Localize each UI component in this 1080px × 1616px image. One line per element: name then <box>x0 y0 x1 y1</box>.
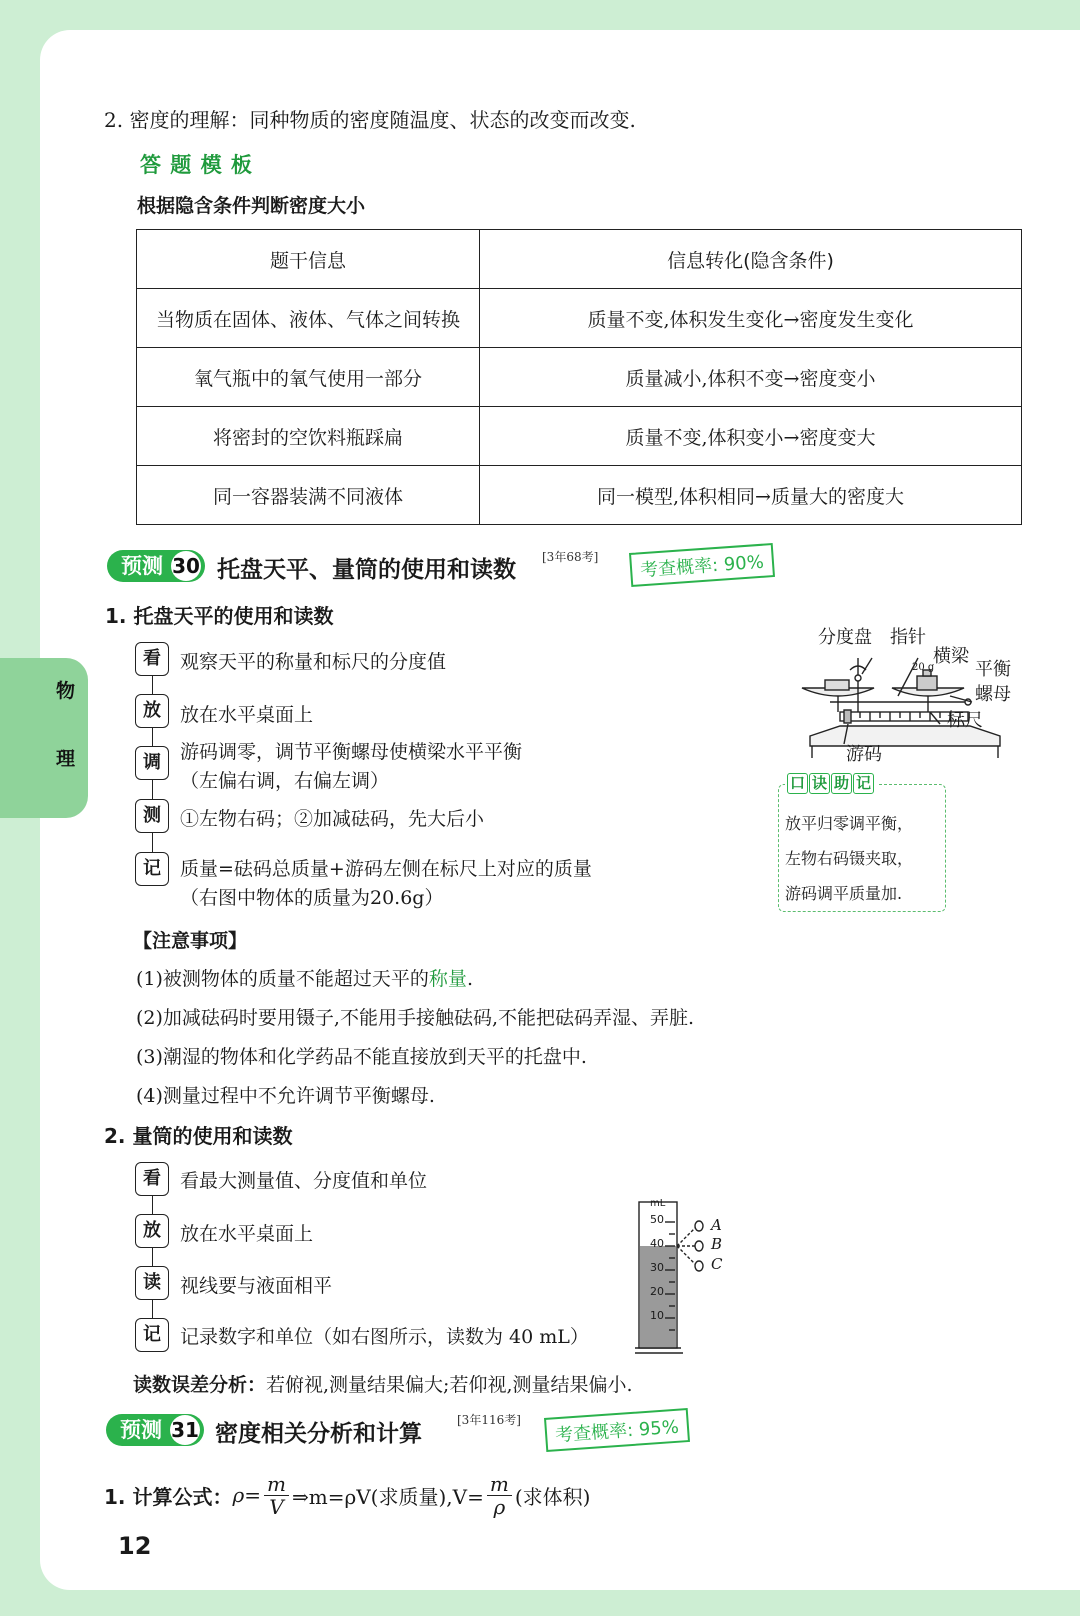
mnemonic-title <box>785 773 877 794</box>
formula-rho: ρ <box>232 1483 245 1507</box>
section-31-exam-count: [3年116考] <box>457 1413 521 1427</box>
label-pointer: 指针 <box>890 627 926 648</box>
formula-numerator: m <box>487 1473 512 1496</box>
label-ruler: 标尺 <box>947 710 983 731</box>
cyl-step-read-text: 视线要与液面相平 <box>180 1275 333 1297</box>
table-header-cell: 信息转化(隐含条件) <box>480 230 1022 289</box>
formula-fraction <box>264 1473 289 1518</box>
note-1-text: (1)被测物体的质量不能超过天平的 <box>136 968 429 990</box>
label-beam: 横梁 <box>933 646 969 667</box>
section-31-title: 密度相关分析和计算 <box>215 1421 422 1447</box>
section-30-exam-count: [3年68考] <box>542 550 599 564</box>
step-record-box: 记 <box>135 852 169 886</box>
cylinder-tick-label: 20 <box>650 1285 664 1298</box>
step-record-note: （右图中物体的质量为20.6g） <box>180 887 444 909</box>
table-header-row <box>137 230 1022 289</box>
table-cell: 质量不变,体积变小→密度变大 <box>480 407 1022 466</box>
note-1 <box>136 964 473 991</box>
note-4: (4)测量过程中不允许调节平衡螺母. <box>136 1085 435 1107</box>
density-info-table <box>136 229 1022 525</box>
density-formula: 1. 计算公式： ρ = $\frac{m}{V}$ ⇒m=ρV(求质量),V= $\frac{m}{\rho}$ (求体积) <box>104 1471 591 1519</box>
section-30-title: 托盘天平、量筒的使用和读数 <box>217 557 516 583</box>
formula-mid: ⇒m=ρV(求质量),V= <box>291 1484 484 1509</box>
answer-template-label: 答 题 模 板 <box>140 153 253 177</box>
table-cell: 当物质在固体、液体、气体之间转换 <box>137 289 480 348</box>
mnemonic-line: 左物右码镊夹取， <box>785 849 914 868</box>
cylinder-unit: mL <box>650 1198 666 1209</box>
table-cell: 质量减小,体积不变→密度变小 <box>480 348 1022 407</box>
cyl-step-read-box: 读 <box>135 1266 169 1300</box>
label-rider: 游码 <box>846 744 882 765</box>
cylinder-heading: 2. 量筒的使用和读数 <box>104 1124 293 1148</box>
table-cell: 氧气瓶中的氧气使用一部分 <box>137 348 480 407</box>
step-record-text: 质量=砝码总质量+游码左侧在标尺上对应的质量 <box>180 858 592 880</box>
step-look-text: 观察天平的称量和标尺的分度值 <box>180 651 447 673</box>
prediction-label: 预测 <box>120 1418 162 1442</box>
label-nut-line1: 平衡 <box>975 659 1011 680</box>
formula-numerator: m <box>264 1473 289 1496</box>
step-place-text: 放在水平桌面上 <box>180 704 314 726</box>
table-row <box>137 466 1022 525</box>
step-measure-text: ①左物右码；②加减砝码，先大后小 <box>180 808 485 830</box>
formula-denominator: ρ <box>493 1494 506 1519</box>
prediction-badge-31 <box>106 1414 204 1446</box>
table-cell: 质量不变,体积发生变化→密度发生变化 <box>480 289 1022 348</box>
formula-fraction-2 <box>487 1473 512 1518</box>
prediction-number: 30 <box>171 551 201 581</box>
reading-error-analysis <box>133 1370 633 1397</box>
notes-heading: 【注意事项】 <box>133 930 248 952</box>
cylinder-tick-label: 50 <box>650 1213 664 1226</box>
cylinder-tick-label: 10 <box>650 1309 664 1322</box>
page-number: 12 <box>118 1532 152 1560</box>
cyl-step-look-box: 看 <box>135 1162 169 1196</box>
view-label-b: B <box>711 1235 723 1253</box>
side-tab-char-1: 物 <box>56 680 76 702</box>
table-row <box>137 348 1022 407</box>
prediction-label: 预测 <box>121 554 163 578</box>
step-adjust-text: 游码调零，调节平衡螺母使横梁水平平衡 <box>180 741 523 763</box>
cylinder-tick-label: 40 <box>650 1237 664 1250</box>
mnemonic-line: 放平归零调平衡， <box>785 814 914 833</box>
label-nut-line2: 螺母 <box>975 684 1011 705</box>
error-analysis-text: 若俯视,测量结果偏大;若仰视,测量结果偏小. <box>266 1374 633 1396</box>
note-1-highlight: 称量 <box>428 968 467 990</box>
formula-denominator: V <box>269 1494 284 1519</box>
formula-tail: (求体积) <box>514 1484 591 1509</box>
mnemonic-box <box>778 774 946 912</box>
balance-heading: 1. 托盘天平的使用和读数 <box>105 604 334 628</box>
table-row <box>137 407 1022 466</box>
side-tab-char-2: 理 <box>56 748 76 770</box>
table-row <box>137 289 1022 348</box>
section-31-probability-stamp: 考查概率: 95% <box>544 1408 690 1452</box>
mnemonic-char: 助 <box>831 773 852 794</box>
error-analysis-label: 读数误差分析： <box>133 1374 267 1396</box>
note-3: (3)潮湿的物体和化学药品不能直接放到天平的托盘中. <box>136 1046 587 1068</box>
label-scale-disk: 分度盘 <box>818 627 872 648</box>
prediction-badge-30 <box>107 550 205 582</box>
step-place-box: 放 <box>135 694 169 728</box>
table-cell: 将密封的空饮料瓶踩扁 <box>137 407 480 466</box>
formula-prefix: 1. 计算公式： <box>104 1484 233 1509</box>
label-weight: 20 g <box>912 662 935 673</box>
cyl-step-place-text: 放在水平桌面上 <box>180 1223 314 1245</box>
prediction-number: 31 <box>170 1415 200 1445</box>
step-adjust-box: 调 <box>135 746 169 780</box>
table-header-cell: 题干信息 <box>137 230 480 289</box>
mnemonic-char: 记 <box>853 773 874 794</box>
subject-side-tab[interactable] <box>0 658 88 818</box>
section-30-probability-stamp: 考查概率: 90% <box>629 543 775 587</box>
cylinder-tick-label: 30 <box>650 1261 664 1274</box>
cyl-step-record-text: 记录数字和单位（如右图所示，读数为 40 mL） <box>180 1326 589 1348</box>
cyl-step-record-box: 记 <box>135 1318 169 1352</box>
mnemonic-char: 诀 <box>809 773 830 794</box>
note-2: (2)加减砝码时要用镊子,不能用手接触砝码,不能把砝码弄湿、弄脏. <box>136 1007 695 1029</box>
view-label-a: A <box>711 1216 722 1234</box>
table-cell: 同一模型,体积相同→质量大的密度大 <box>480 466 1022 525</box>
step-adjust-note: （左偏右调，右偏左调） <box>180 770 390 792</box>
mnemonic-line: 游码调平质量加. <box>785 884 903 903</box>
answer-template-subtitle: 根据隐含条件判断密度大小 <box>137 195 366 217</box>
step-look-box: 看 <box>135 642 169 676</box>
table-cell: 同一容器装满不同液体 <box>137 466 480 525</box>
note-1-end: . <box>466 968 473 990</box>
cyl-step-look-text: 看最大测量值、分度值和单位 <box>180 1170 428 1192</box>
view-label-c: C <box>711 1255 723 1273</box>
cyl-step-place-box: 放 <box>135 1214 169 1248</box>
step-measure-box: 测 <box>135 799 169 833</box>
mnemonic-char: 口 <box>787 773 808 794</box>
density-understanding: 2. 密度的理解：同种物质的密度随温度、状态的改变而改变. <box>104 108 636 132</box>
